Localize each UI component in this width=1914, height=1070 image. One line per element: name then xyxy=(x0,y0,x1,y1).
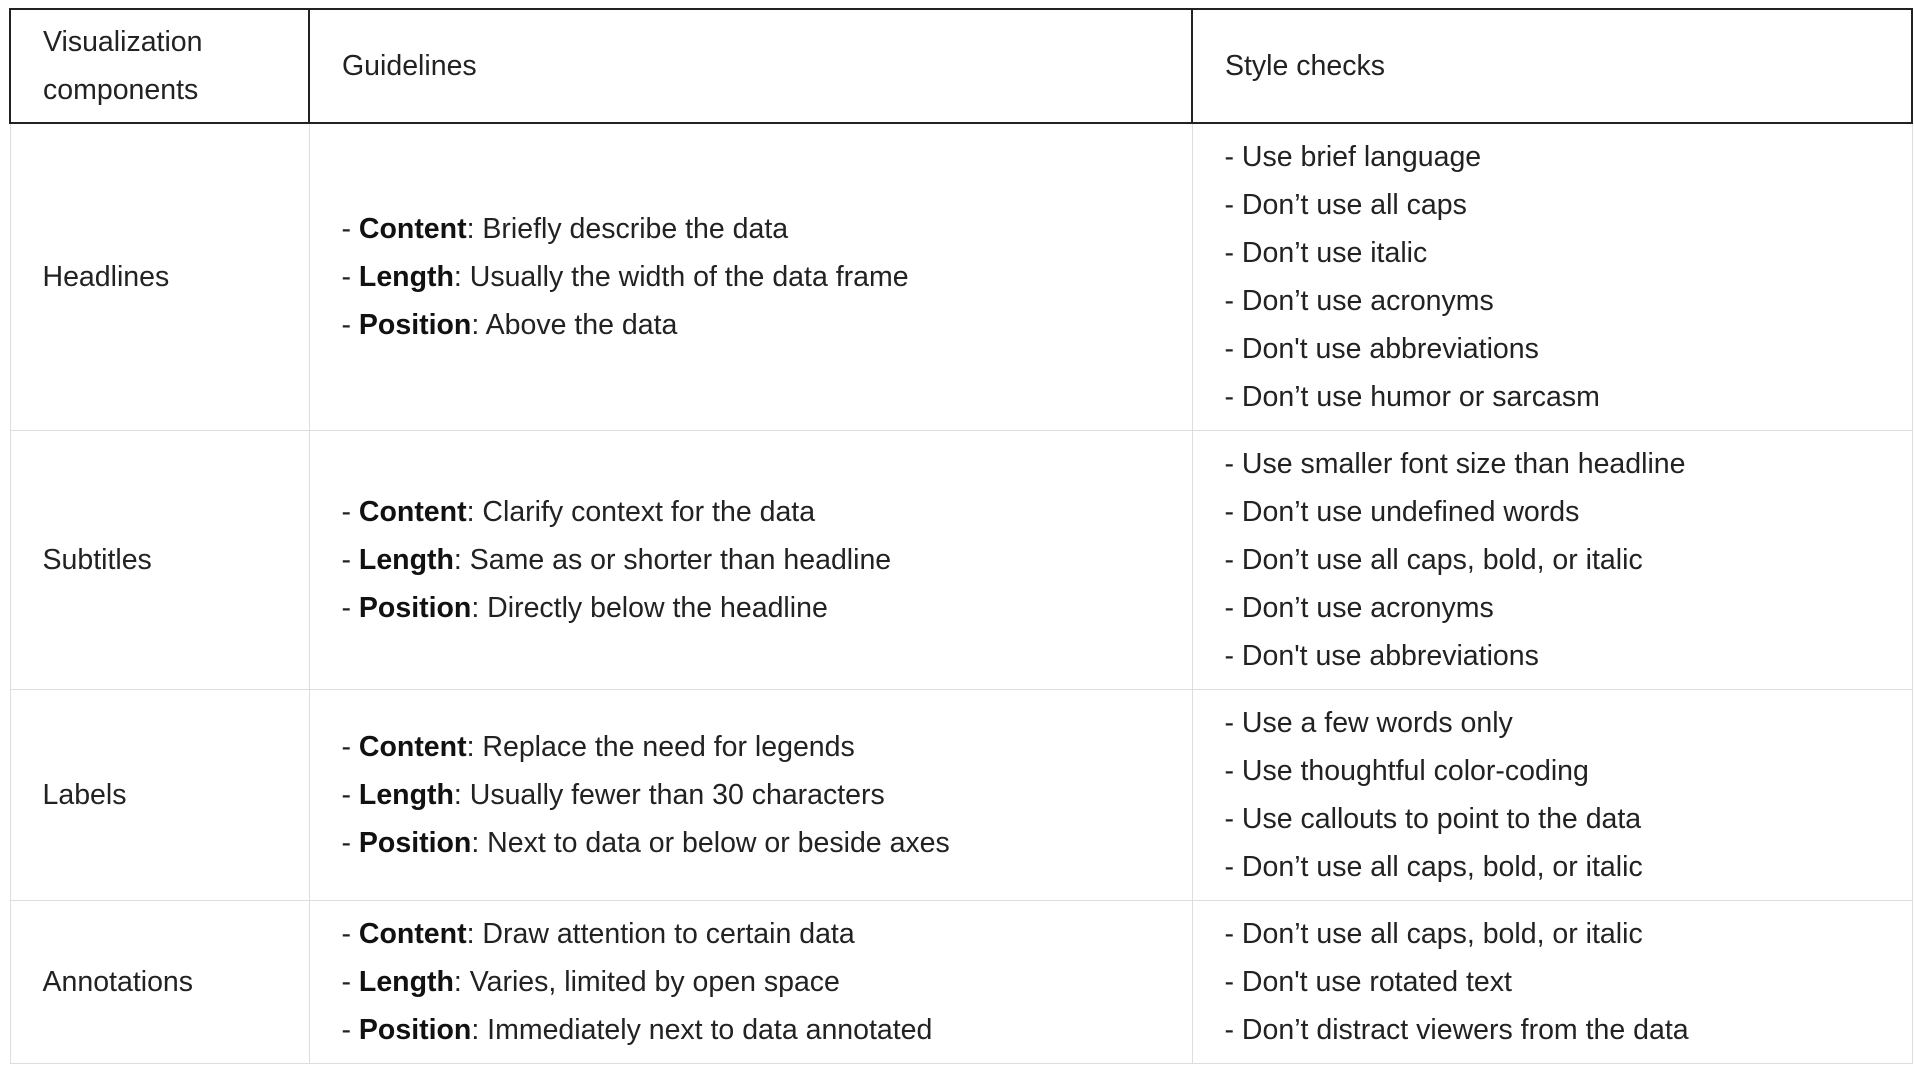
style-check-item: - Don’t use all caps, bold, or italic xyxy=(1224,851,1643,883)
style-check-item: - Use brief language xyxy=(1224,141,1482,173)
style-check-item: - Don’t use acronyms xyxy=(1224,592,1494,624)
header-components-line1: Visualization xyxy=(43,26,203,58)
table-row xyxy=(10,901,1912,1064)
style-check-item: - Don’t use humor or sarcasm xyxy=(1224,381,1600,413)
header-components-line2: components xyxy=(43,74,199,106)
style-checks-cell xyxy=(1192,690,1912,901)
guideline-item: - Content: Draw attention to certain data xyxy=(341,918,855,950)
guideline-item: - Position: Next to data or below or beside axes xyxy=(341,827,950,859)
component-cell: Annotations xyxy=(10,901,309,1064)
table-row xyxy=(10,431,1912,690)
component-cell: Subtitles xyxy=(10,431,309,690)
style-check-item: - Use a few words only xyxy=(1224,707,1513,739)
guideline-item: - Length: Same as or shorter than headline xyxy=(341,544,892,576)
style-check-item: - Don’t distract viewers from the data xyxy=(1224,1014,1689,1046)
style-check-item: - Don't use rotated text xyxy=(1224,966,1512,998)
guideline-item: - Content: Briefly describe the data xyxy=(341,213,789,245)
style-check-item: - Don’t use all caps, bold, or italic xyxy=(1224,544,1643,576)
style-check-item: - Don’t use all caps, bold, or italic xyxy=(1224,918,1643,950)
guideline-item: - Content: Clarify context for the data xyxy=(341,496,816,528)
style-check-item: - Don't use abbreviations xyxy=(1224,640,1539,672)
guidelines-cell xyxy=(309,123,1192,431)
style-check-item: - Don’t use acronyms xyxy=(1224,285,1494,317)
guideline-item: - Position: Directly below the headline xyxy=(341,592,828,624)
style-check-item: - Use smaller font size than headline xyxy=(1224,448,1686,480)
header-guidelines: Guidelines xyxy=(309,9,1192,123)
style-checks-cell xyxy=(1192,123,1912,431)
style-checks-cell xyxy=(1192,431,1912,690)
guideline-item: - Length: Usually fewer than 30 characters xyxy=(341,779,885,811)
guidelines-cell xyxy=(309,901,1192,1064)
style-checks-cell xyxy=(1192,901,1912,1064)
guideline-item: - Position: Immediately next to data annotated xyxy=(341,1014,933,1046)
guideline-item: - Content: Replace the need for legends xyxy=(341,731,855,763)
header-components xyxy=(10,9,309,123)
guideline-item: - Length: Usually the width of the data frame xyxy=(341,261,909,293)
guidelines-table xyxy=(9,8,1913,1064)
style-check-item: - Use callouts to point to the data xyxy=(1224,803,1642,835)
table-row xyxy=(10,690,1912,901)
guideline-item: - Position: Above the data xyxy=(341,309,678,341)
component-cell: Labels xyxy=(10,690,309,901)
guidelines-cell xyxy=(309,431,1192,690)
component-cell: Headlines xyxy=(10,123,309,431)
style-check-item: - Don’t use italic xyxy=(1224,237,1428,269)
guideline-item: - Length: Varies, limited by open space xyxy=(341,966,840,998)
header-row xyxy=(10,9,1912,123)
style-check-item: - Use thoughtful color-coding xyxy=(1224,755,1589,787)
guidelines-cell xyxy=(309,690,1192,901)
style-check-item: - Don’t use all caps xyxy=(1224,189,1467,221)
style-check-item: - Don't use abbreviations xyxy=(1224,333,1539,365)
header-style-checks: Style checks xyxy=(1192,9,1912,123)
style-check-item: - Don’t use undefined words xyxy=(1224,496,1580,528)
table-row xyxy=(10,123,1912,431)
